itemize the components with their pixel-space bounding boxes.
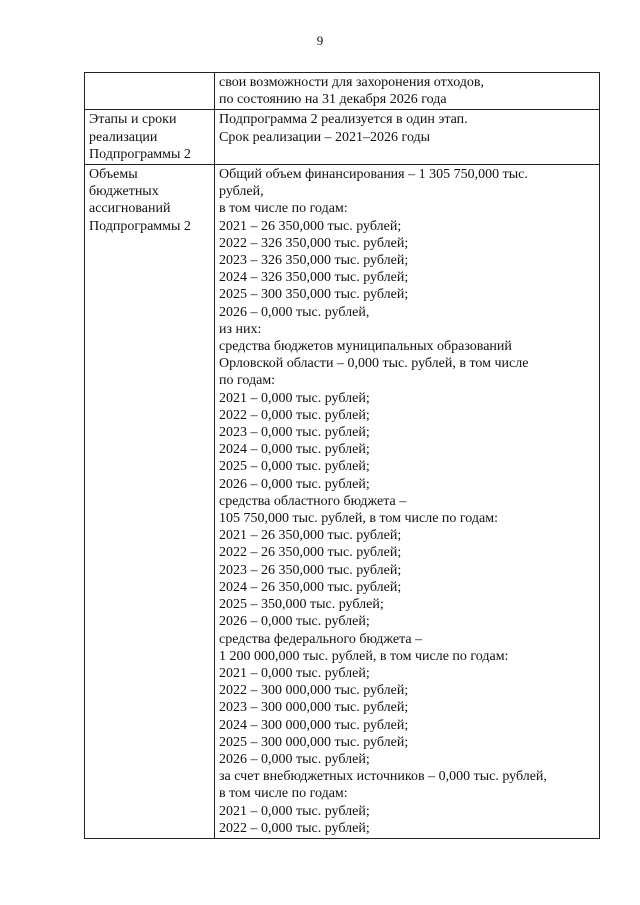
content-line: 2021 – 0,000 тыс. рублей; bbox=[219, 803, 370, 819]
content-line: 2026 – 0,000 тыс. рублей; bbox=[219, 476, 370, 492]
content-line: 2024 – 26 350,000 тыс. рублей; bbox=[219, 579, 402, 595]
content-line: 2022 – 326 350,000 тыс. рублей; bbox=[219, 235, 409, 251]
row-label-line: Подпрограммы 2 bbox=[89, 146, 191, 162]
row-label-line: реализации bbox=[89, 129, 158, 145]
content-line: 1 200 000,000 тыс. рублей, в том числе по годам: bbox=[219, 648, 509, 664]
content-line: 2025 – 300 000,000 тыс. рублей; bbox=[219, 734, 409, 750]
content-line: 2021 – 0,000 тыс. рублей; bbox=[219, 390, 370, 406]
row-label-line: ассигнований bbox=[89, 201, 171, 217]
content-line: 2022 – 0,000 тыс. рублей; bbox=[219, 820, 370, 836]
table-row bbox=[85, 165, 600, 839]
row-content-cell bbox=[215, 110, 600, 165]
content-line: свои возможности для захоронения отходов, bbox=[219, 75, 485, 90]
content-line: по годам: bbox=[219, 373, 276, 389]
content-line: Подпрограмма 2 реализуется в один этап. bbox=[219, 112, 468, 128]
content-line: по состоянию на 31 декабря 2026 года bbox=[219, 92, 447, 108]
content-line: в том числе по годам: bbox=[219, 201, 348, 217]
content-line: Общий объем финансирования – 1 305 750,000 тыс. bbox=[219, 167, 528, 183]
content-line: 2024 – 300 000,000 тыс. рублей; bbox=[219, 717, 409, 733]
content-line: 2023 – 26 350,000 тыс. рублей; bbox=[219, 562, 402, 578]
table-row bbox=[85, 110, 600, 165]
content-line: из них: bbox=[219, 321, 262, 337]
row-label-line: Подпрограммы 2 bbox=[89, 218, 191, 234]
row-label-cell bbox=[85, 110, 215, 165]
row-label-line: Объемы bbox=[89, 167, 138, 183]
content-line: средства федерального бюджета – bbox=[219, 631, 423, 647]
content-line: 2024 – 0,000 тыс. рублей; bbox=[219, 442, 370, 458]
content-line: 2023 – 0,000 тыс. рублей; bbox=[219, 425, 370, 441]
content-line: Орловской области – 0,000 тыс. рублей, в том числе bbox=[219, 356, 529, 372]
content-line: 2021 – 26 350,000 тыс. рублей; bbox=[219, 528, 402, 544]
content-line: средства областного бюджета – bbox=[219, 493, 407, 509]
row-label-cell bbox=[85, 73, 215, 110]
content-line: средства бюджетов муниципальных образований bbox=[219, 339, 512, 355]
table-row bbox=[85, 73, 600, 110]
content-line: 2024 – 326 350,000 тыс. рублей; bbox=[219, 270, 409, 286]
row-label-line: бюджетных bbox=[89, 184, 159, 200]
content-line: 2025 – 300 350,000 тыс. рублей; bbox=[219, 287, 409, 303]
row-label-line: Этапы и сроки bbox=[89, 112, 177, 128]
content-line: 2023 – 300 000,000 тыс. рублей; bbox=[219, 700, 409, 716]
row-label-cell bbox=[85, 165, 215, 839]
content-line: 2026 – 0,000 тыс. рублей; bbox=[219, 614, 370, 630]
content-line: за счет внебюджетных источников – 0,000 тыс. рублей, bbox=[219, 769, 547, 785]
content-line: 2023 – 326 350,000 тыс. рублей; bbox=[219, 253, 409, 269]
row-content-cell bbox=[215, 165, 600, 839]
content-line: 105 750,000 тыс. рублей, в том числе по годам: bbox=[219, 511, 498, 527]
content-line: 2026 – 0,000 тыс. рублей, bbox=[219, 304, 370, 320]
content-line: 2026 – 0,000 тыс. рублей; bbox=[219, 751, 370, 767]
page-number: 9 bbox=[316, 33, 324, 48]
content-line: 2022 – 0,000 тыс. рублей; bbox=[219, 407, 370, 423]
content-line: 2025 – 0,000 тыс. рублей; bbox=[219, 459, 370, 475]
content-line: рублей, bbox=[219, 184, 264, 200]
content-line: 2022 – 26 350,000 тыс. рублей; bbox=[219, 545, 402, 561]
row-content-cell bbox=[215, 73, 600, 110]
passport-table bbox=[84, 72, 600, 839]
content-line: 2021 – 0,000 тыс. рублей; bbox=[219, 665, 370, 681]
content-line: 2025 – 350,000 тыс. рублей; bbox=[219, 597, 384, 613]
content-line: Срок реализации – 2021–2026 годы bbox=[219, 129, 431, 145]
content-line: 2021 – 26 350,000 тыс. рублей; bbox=[219, 218, 402, 234]
content-line: в том числе по годам: bbox=[219, 786, 348, 802]
content-line: 2022 – 300 000,000 тыс. рублей; bbox=[219, 683, 409, 699]
passport-table-body bbox=[85, 73, 600, 839]
